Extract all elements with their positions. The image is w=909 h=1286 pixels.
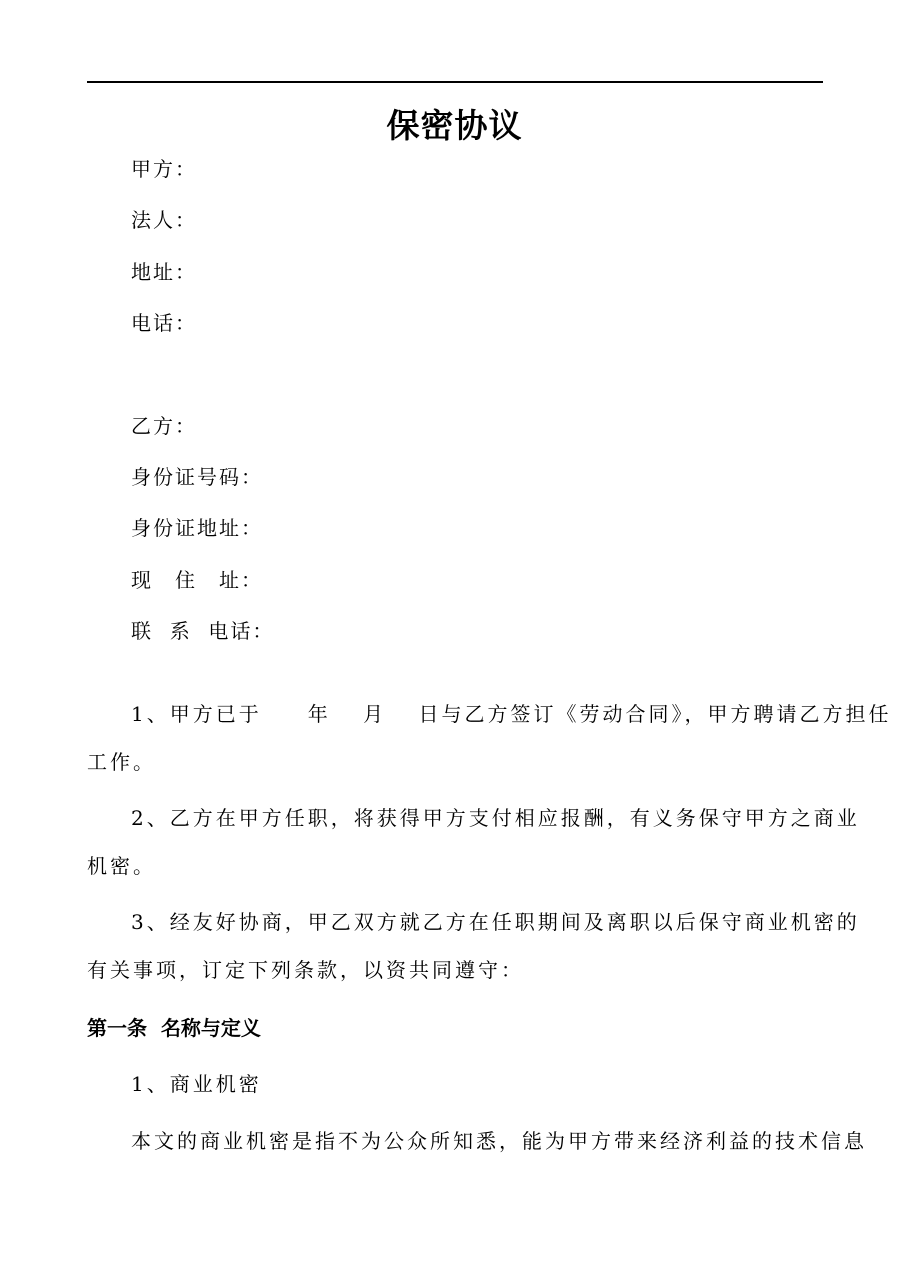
party-a-phone-label: 电话： bbox=[131, 311, 197, 335]
contact-phone-label: 联 系 电话： bbox=[131, 619, 275, 643]
current-address-label: 现 住 址： bbox=[131, 568, 263, 592]
header-rule bbox=[87, 81, 823, 83]
id-number-label: 身份证号码： bbox=[131, 465, 263, 489]
preamble-3-line-2: 有关事项，订定下列条款，以资共同遵守： bbox=[87, 958, 524, 982]
legal-rep-label: 法人： bbox=[131, 208, 197, 232]
preamble-1-line-2: 工作。 bbox=[87, 750, 156, 774]
preamble-3-line-1: 3、经友好协商，甲乙双方就乙方在任职期间及离职以后保守商业机密的 bbox=[131, 910, 860, 934]
party-b-label: 乙方： bbox=[131, 414, 197, 438]
article-1-heading: 第一条 名称与定义 bbox=[87, 1016, 261, 1040]
party-a-label: 甲方： bbox=[131, 157, 197, 181]
document-title: 保密协议 bbox=[386, 106, 523, 145]
article-1-item-1-title: 1、商业机密 bbox=[131, 1072, 262, 1096]
preamble-1-line-1: 1、甲方已于 年 月 日与乙方签订《劳动合同》，甲方聘请乙方担任 bbox=[131, 702, 892, 726]
party-a-address-label: 地址： bbox=[131, 260, 197, 284]
preamble-2-line-1: 2、乙方在甲方任职，将获得甲方支付相应报酬，有义务保守甲方之商业 bbox=[131, 806, 860, 830]
id-address-label: 身份证地址： bbox=[131, 516, 263, 540]
article-1-item-1-text: 本文的商业机密是指不为公众所知悉，能为甲方带来经济利益的技术信息 bbox=[131, 1129, 867, 1153]
preamble-2-line-2: 机密。 bbox=[87, 854, 156, 878]
